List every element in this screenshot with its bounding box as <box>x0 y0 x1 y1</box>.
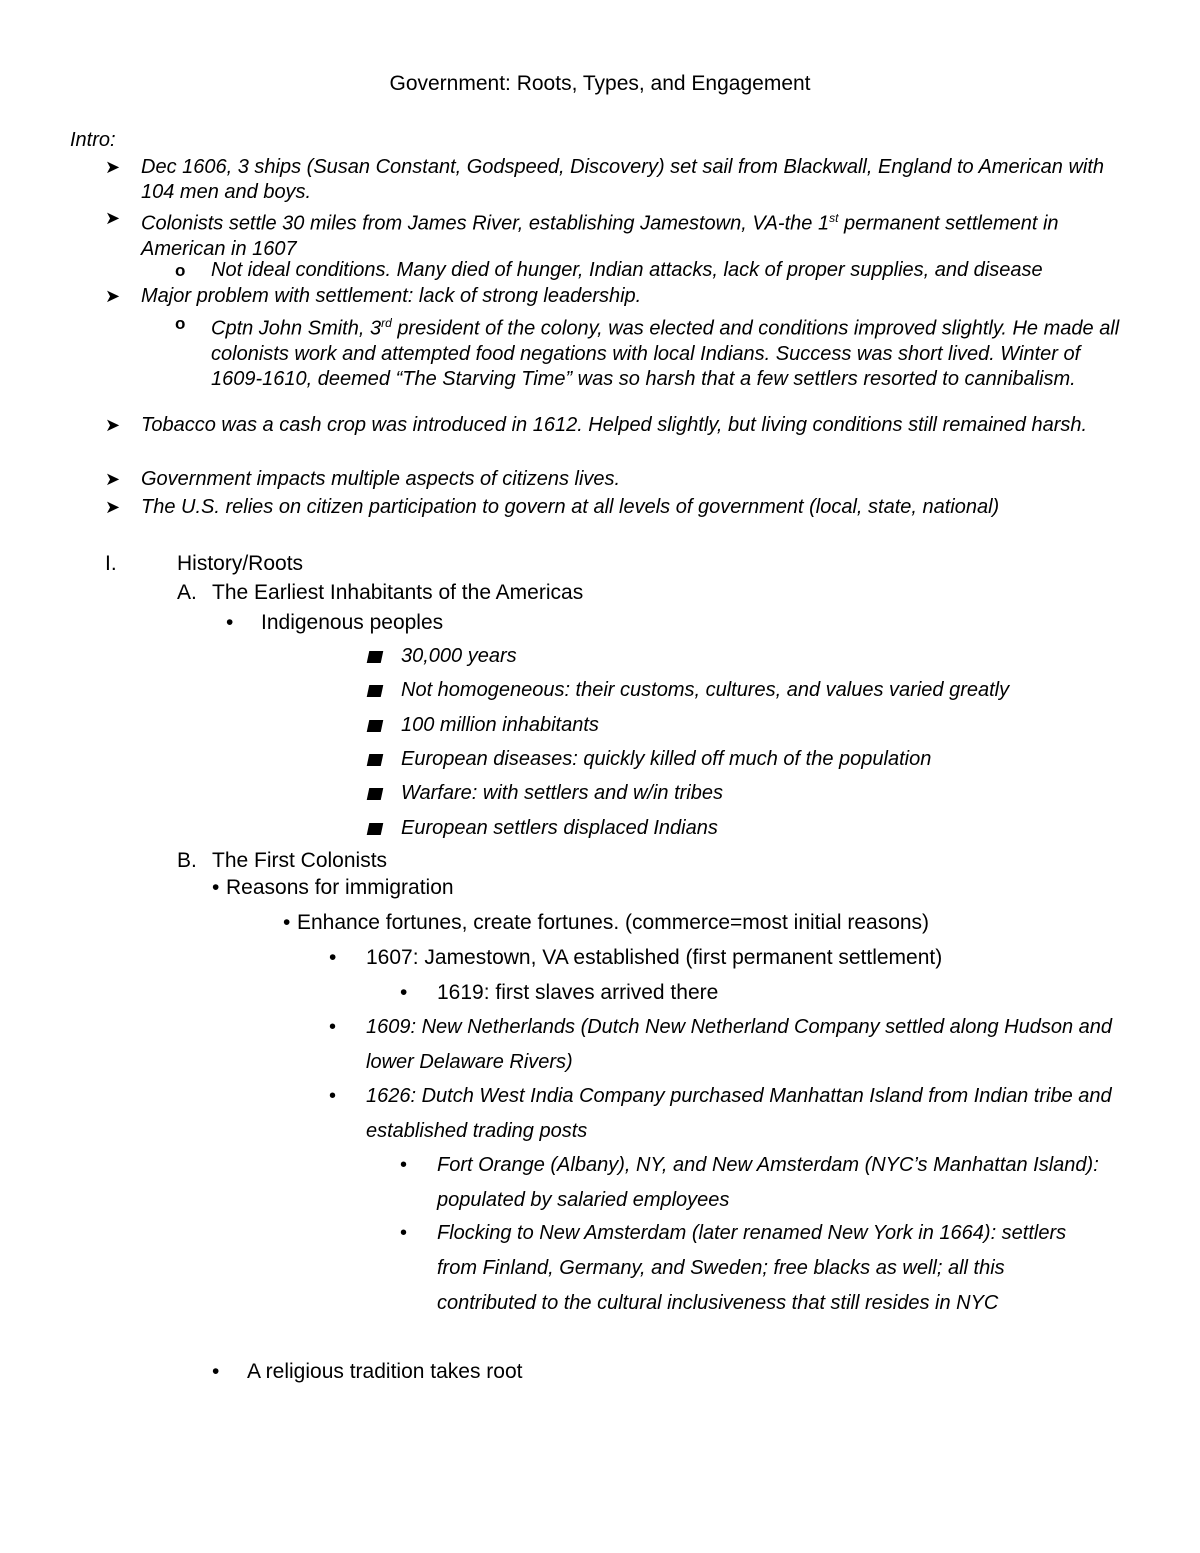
superscript: rd <box>381 316 392 330</box>
square-bullet-icon <box>367 823 384 835</box>
outline-bullet-item: • 1609: New Netherlands (Dutch New Netherland Company settled along Hudson and lower Delaware Rivers) <box>329 1010 1129 1080</box>
subsection-heading: The Earliest Inhabitants of the Americas <box>212 581 584 604</box>
arrow-bullet-icon: ➤ <box>105 497 121 517</box>
arrow-bullet-icon: ➤ <box>105 286 121 306</box>
outline-bullet-item: • Fort Orange (Albany), NY, and New Amsterdam (NYC’s Manhattan Island): populated by salaried employees <box>400 1148 1100 1218</box>
superscript: st <box>829 211 839 225</box>
intro-item: ➤ Dec 1606, 3 ships (Susan Constant, Godspeed, Discovery) set sail from Blackwall, England to American with 104 men and boys. <box>105 156 1105 203</box>
bullet-icon: • <box>283 911 291 934</box>
square-bullet-icon <box>367 754 384 766</box>
intro-item-text: Cptn John Smith, 3 <box>211 317 382 340</box>
bullet-icon: • <box>329 1085 337 1107</box>
bullet-icon: • <box>212 1360 220 1383</box>
bullet-icon: • <box>329 1016 337 1038</box>
intro-subitem: o Not ideal conditions. Many died of hunger, Indian attacks, lack of proper supplies, and disease <box>175 259 1043 281</box>
outline-letter: B. <box>177 849 197 872</box>
subsection-heading: The First Colonists <box>212 849 388 872</box>
fact-item: Not homogeneous: their customs, cultures, and values varied greatly <box>368 679 1128 702</box>
fact-item: Warfare: with settlers and w/in tribes <box>368 782 1128 805</box>
bullet-icon: • <box>226 611 234 634</box>
fact-item: 30,000 years <box>368 645 1128 668</box>
square-bullet-icon <box>367 720 384 732</box>
arrow-bullet-icon: ➤ <box>105 157 121 177</box>
outline-bullet-item: • Reasons for immigration <box>212 876 454 899</box>
outline-numeral: I. <box>105 552 117 575</box>
square-bullet-icon <box>367 651 384 663</box>
circle-bullet-icon: o <box>175 314 186 333</box>
intro-item: ➤ The U.S. relies on citizen participation to govern at all levels of government (local, state, national) <box>105 496 1000 518</box>
fact-item: 100 million inhabitants <box>368 714 1128 737</box>
outline-letter: A. <box>177 581 197 604</box>
square-bullet-icon <box>367 685 384 697</box>
intro-item-text: permanent settlement in American in 1607 <box>141 212 1059 260</box>
outline-bullet-item: • Flocking to New Amsterdam (later renamed New York in 1664): settlers from Finland, Germany, and Sweden; free blacks as well; all this contributed to the cultural inclusiveness that still resides in NYC <box>400 1216 1100 1321</box>
bullet-icon: • <box>400 1154 408 1176</box>
bullet-icon: • <box>329 946 337 969</box>
arrow-bullet-icon: ➤ <box>105 415 121 435</box>
intro-item: ➤ Government impacts multiple aspects of citizens lives. <box>105 468 621 490</box>
outline-bullet-item: • 1626: Dutch West India Company purchased Manhattan Island from Indian tribe and established trading posts <box>329 1079 1129 1149</box>
square-bullet-icon <box>367 788 384 800</box>
intro-label: Intro: <box>70 129 116 151</box>
bullet-icon: • <box>400 1222 408 1244</box>
circle-bullet-icon: o <box>175 261 186 280</box>
outline-bullet-item: • Enhance fortunes, create fortunes. (commerce=most initial reasons) <box>283 911 930 934</box>
intro-item-text: Colonists settle 30 miles from James River, establishing Jamestown, VA-the 1 <box>141 212 830 235</box>
fact-item: European diseases: quickly killed off much of the population <box>368 748 1128 771</box>
fact-item: European settlers displaced Indians <box>368 817 1128 840</box>
arrow-bullet-icon: ➤ <box>105 208 121 228</box>
document-title: Government: Roots, Types, and Engagement <box>389 72 811 95</box>
intro-subitem <box>175 311 1135 392</box>
outline-bullet-item: • A religious tradition takes root <box>212 1354 912 1389</box>
intro-item: ➤ Tobacco was a cash crop was introduced in 1612. Helped slightly, but living conditions still remained harsh. <box>105 414 1088 436</box>
bullet-icon: • <box>212 876 220 899</box>
arrow-bullet-icon: ➤ <box>105 469 121 489</box>
intro-item-text: president of the colony, was elected and conditions improved slightly. He made all colonists work and attempted food negations with local Indians. Success was short lived. Winter of 1609-1610, deemed “The Starving Time” was so harsh that a few settlers resorted to cannibalism. <box>211 317 1120 390</box>
outline-bullet-item: • 1607: Jamestown, VA established (first permanent settlement) <box>329 940 1129 975</box>
intro-item <box>105 206 1135 262</box>
section-heading: History/Roots <box>177 552 304 575</box>
outline-bullet-item: • 1619: first slaves arrived there <box>400 975 1100 1010</box>
intro-item: ➤ Major problem with settlement: lack of strong leadership. <box>105 285 642 307</box>
outline-bullet-item: • Indigenous peoples <box>226 611 444 634</box>
bullet-icon: • <box>400 981 408 1004</box>
